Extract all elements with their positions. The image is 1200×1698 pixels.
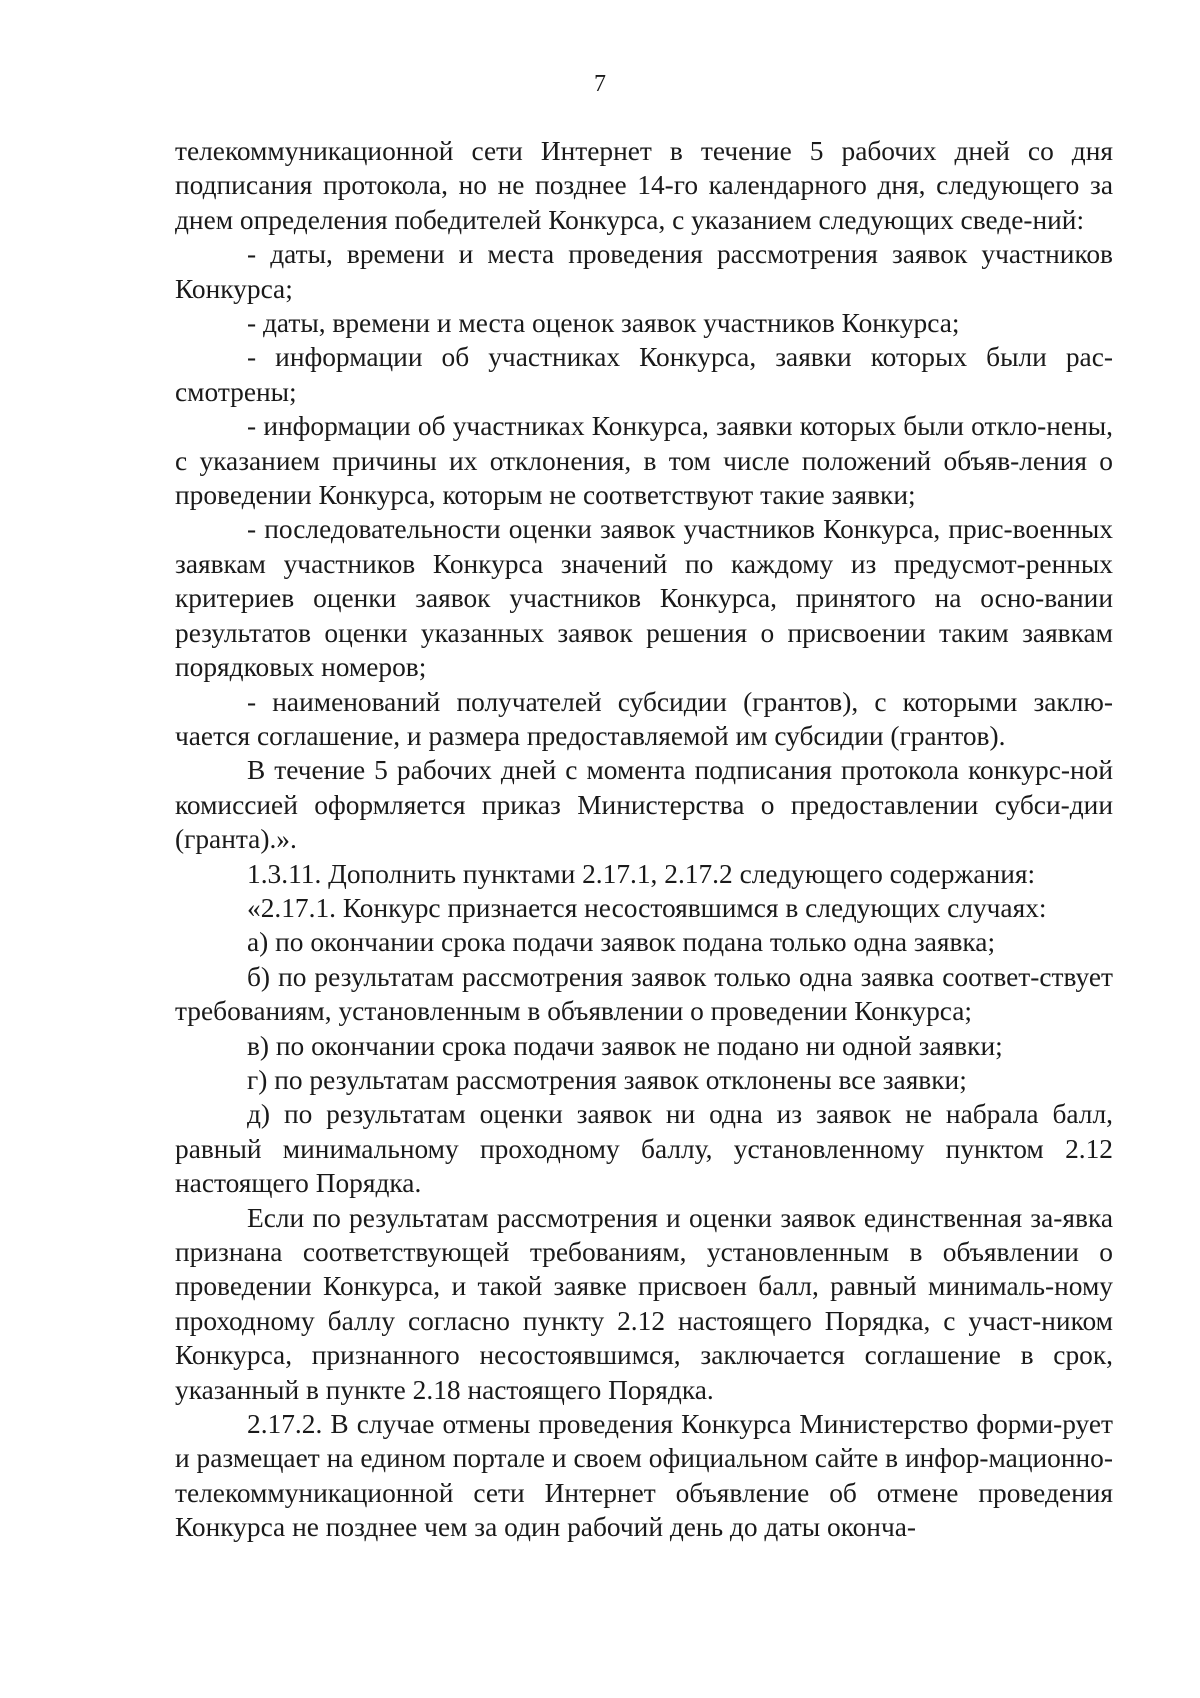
list-item-rejected-participants: - информации об участниках Конкурса, заявки которых были откло-нены, с указанием причины их отклонения, в том числе положений объяв-ления о проведении Конкурса, которым не соответствуют такие заявки; xyxy=(175,411,1113,511)
paragraph-single-application: Если по результатам рассмотрения и оценки заявок единственная за-явка признана соответствующей требованиям, установленным в объявлении о проведении Конкурса, и такой заявке присвоен балл, равный минималь-ному проходному баллу согласно пункту 2.12 настоящего Порядка, с участ-ником Конкурса, признанного несостоявшимся, заключается соглашение в срок, указанный в пункте 2.18 настоящего Порядка. xyxy=(175,1202,1113,1405)
list-item-g: г) по результатам рассмотрения заявок отклонены все заявки; xyxy=(247,1064,967,1095)
page-number: 7 xyxy=(594,71,606,97)
list-item-recipients: - наименований получателей субсидии (грантов), с которыми заклю-чается соглашение, и размера предоставляемой им субсидии (грантов). xyxy=(175,686,1113,751)
list-item-a: а) по окончании срока подачи заявок подана только одна заявка; xyxy=(247,927,996,958)
list-item-reviewed-participants: - информации об участниках Конкурса, заявки которых были рас-смотрены; xyxy=(175,342,1113,407)
list-item-d: д) по результатам оценки заявок ни одна из заявок не набрала балл, равный минимальному проходному баллу, установленному пунктом 2.12 настоящего Порядка. xyxy=(175,1099,1113,1199)
list-item-review-date: - даты, времени и места проведения рассмотрения заявок участников Конкурса; xyxy=(175,239,1113,304)
paragraph-clause-2-17-2: 2.17.2. В случае отмены проведения Конкурса Министерство форми-рует и размещает на едином портале и своем официальном сайте в инфор-мационно-телекоммуникационной сети Интернет объявление об отмене проведения Конкурса не позднее чем за один рабочий день до даты оконча- xyxy=(175,1409,1113,1543)
list-item-evaluation-sequence: - последовательности оценки заявок участников Конкурса, прис-военных заявкам участников Конкурса значений по каждому из предусмот-ренных критериев оценки заявок участников Конкурса, принятого на осно-вании результатов оценки указанных заявок решения о присвоении таким заявкам порядковых номеров; xyxy=(175,514,1113,683)
paragraph-continuation: телекоммуникационной сети Интернет в течение 5 рабочих дней со дня подписания протокола, но не позднее 14-го календарного дня, следующего за днем определения победителей Конкурса, с указанием следующих сведе-ний: xyxy=(175,136,1113,235)
list-item-b: б) по результатам рассмотрения заявок только одна заявка соответ-ствует требованиям, установленным в объявлении о проведении Конкурса; xyxy=(175,961,1113,1027)
paragraph-clause-2-17-1: «2.17.1. Конкурс признается несостоявшимся в следующих случаях: xyxy=(247,892,1047,923)
document-body xyxy=(175,134,1113,1545)
paragraph-amendment-1-3-11: 1.3.11. Дополнить пунктами 2.17.1, 2.17.2 следующего содержания: xyxy=(247,858,1036,889)
list-item-v: в) по окончании срока подачи заявок не подано ни одной заявки; xyxy=(247,1030,1003,1061)
paragraph-order-issuance: В течение 5 рабочих дней с момента подписания протокола конкурс-ной комиссией оформляется приказ Министерства о предоставлении субси-дии (гранта).». xyxy=(175,755,1113,855)
list-item-evaluation-date: - даты, времени и места оценок заявок участников Конкурса; xyxy=(247,308,960,339)
